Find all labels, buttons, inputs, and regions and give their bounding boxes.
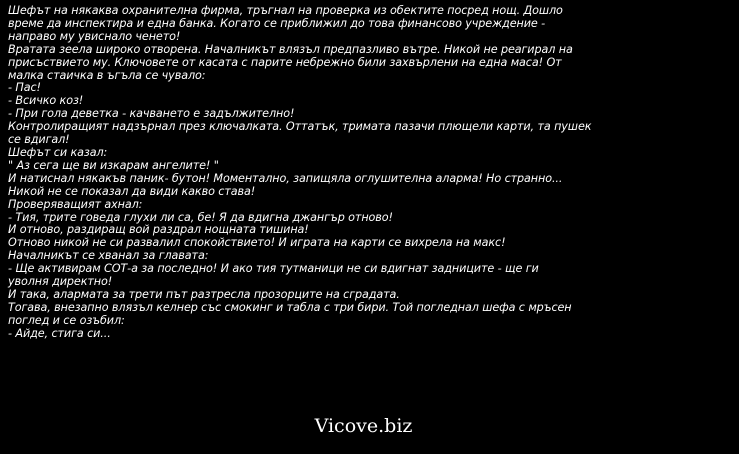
site-watermark: Vicove.biz xyxy=(314,415,413,437)
joke-line: се вдигал! xyxy=(8,133,70,147)
joke-line: малка стаичка в ъгъла се чувало: xyxy=(8,68,206,82)
joke-line: Началникът се хванал за главата: xyxy=(8,249,209,263)
joke-line: - Пас! xyxy=(8,81,41,95)
joke-line: - Ще активирам СОТ-а за последно! И ако тия тутманици не си вдигнат задниците - ще ги xyxy=(8,262,539,276)
joke-line: - Тия, трите говеда глухи ли са, бе! Я да вдигна джангър отново! xyxy=(8,210,393,224)
joke-line: - Айде, стига си... xyxy=(8,326,111,340)
joke-line: поглед и се озъбил: xyxy=(8,313,125,327)
joke-line: Никой не се показал да види какво става! xyxy=(8,184,256,198)
joke-line: - Всичко коз! xyxy=(8,94,84,108)
joke-line: Контролиращият надзърнал през ключалката. Оттатък, тримата пазачи плющели карти, та пушек xyxy=(8,120,592,134)
joke-line: И така, алармата за трети път разтресла прозорците на сградата. xyxy=(8,287,400,301)
joke-line: направо му увиснало ченето! xyxy=(8,29,181,43)
joke-line: време да инспектира и една банка. Когато се приближил до това финансово учреждение - xyxy=(8,16,546,30)
joke-line: Шефът си казал: xyxy=(8,145,108,159)
joke-line: присъствието му. Ключовете от касата с парите небрежно били захвърлени на една маса! От xyxy=(8,55,562,69)
joke-line: Тогава, внезапно влязъл келнер със смокинг и табла с три бири. Той погледнал шефа с мръсен xyxy=(8,300,572,314)
joke-line: Шефът на някаква охранителна фирма, тръгнал на проверка из обектите посред нощ. Дошло xyxy=(8,4,563,17)
joke-line: Отново никой не си развалил спокойствието! И играта на карти се вихрела на макс! xyxy=(8,236,506,250)
joke-text xyxy=(8,4,592,341)
joke-line: Проверяващият ахнал: xyxy=(8,197,143,211)
joke-line: Вратата зеела широко отворена. Началникът влязъл предпазливо вътре. Никой не реагирал на xyxy=(8,42,573,56)
joke-line: И натиснал някакъв паник- бутон! Моментално, запищяла оглушителна аларма! Но странно... xyxy=(8,171,563,185)
joke-line: уволня директно! xyxy=(8,275,113,289)
joke-line: И отново, раздиращ вой раздрал нощната тишина! xyxy=(8,223,309,237)
joke-line: " Аз сега ще ви изкарам ангелите! " xyxy=(8,158,219,172)
joke-line: - При гола деветка - качването е задължително! xyxy=(8,107,295,121)
